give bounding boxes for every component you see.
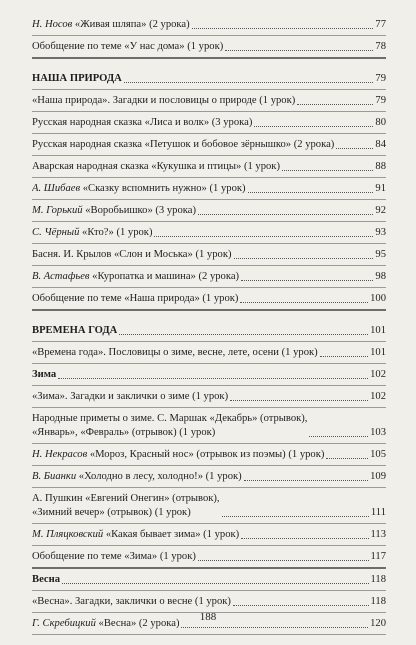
entry-title: Обобщение по теме «Зима» (1 урок): [32, 551, 196, 562]
entry-page: 79: [375, 73, 386, 84]
entry-title: «Живая шляпа» (2 урока): [74, 19, 190, 30]
toc-entry: [32, 292, 386, 311]
entry-author: А. Шибаев: [32, 183, 81, 194]
entry-page: 84: [375, 139, 386, 150]
entry-title-line1: А. Пушкин «Евгений Онегин» (отрывок),: [32, 493, 220, 504]
entry-title: Русская народная сказка «Лиса и волк» (3 урока): [32, 117, 253, 128]
entry-page: 111: [370, 507, 386, 518]
subsection-heading: [32, 573, 386, 591]
dot-leader: [309, 436, 368, 437]
section-heading: [32, 324, 386, 342]
dot-leader: [181, 627, 368, 628]
toc-entry: [32, 492, 386, 524]
entry-title: Зима: [32, 369, 57, 380]
dot-leader: [233, 605, 369, 606]
toc-entry: [32, 248, 386, 266]
dot-leader: [336, 148, 373, 149]
entry-page: 117: [370, 551, 386, 562]
dot-leader: [241, 280, 373, 281]
entry-author: В. Бианки: [32, 471, 77, 482]
toc-entry: [32, 204, 386, 222]
toc-entry: [32, 138, 386, 156]
entry-title: «Зимний вечер» (отрывок) (1 урок): [32, 507, 191, 518]
entry-author: В. Астафьев: [32, 271, 90, 282]
entry-title: «Времена года». Пословицы о зиме, весне, лете, осени (1 урок): [32, 347, 318, 358]
entry-title-line1: Народные приметы о зиме. С. Маршак «Декабрь» (отрывок),: [32, 413, 308, 424]
page-number: 188: [199, 611, 217, 623]
section-heading: [32, 72, 386, 90]
entry-author: Н. Некрасов: [32, 449, 88, 460]
entry-title: Весна: [32, 574, 61, 585]
entry-author: С. Чёрный: [32, 227, 80, 238]
entry-page: 102: [370, 369, 386, 380]
dot-leader: [222, 516, 369, 517]
entry-title: «Весна» (2 урока): [98, 618, 180, 629]
toc-entry: [32, 270, 386, 288]
dot-leader: [230, 400, 368, 401]
entry-title: «Весна». Загадки, заклички о весне (1 урок): [32, 596, 231, 607]
entry-page: 91: [375, 183, 386, 194]
dot-leader: [62, 583, 368, 584]
entry-page: 118: [370, 574, 386, 585]
entry-page: 113: [370, 529, 386, 540]
subsection-heading: [32, 368, 386, 386]
entry-page: 102: [370, 391, 386, 402]
entry-author: Н. Носов: [32, 19, 73, 30]
toc-entry: [32, 412, 386, 444]
entry-title: Аварская народная сказка «Кукушка и птицы» (1 урок): [32, 161, 280, 172]
table-of-contents: [32, 18, 386, 635]
entry-title: «Январь», «Февраль» (отрывок) (1 урок): [32, 427, 216, 438]
dot-leader: [198, 560, 369, 561]
dot-leader: [124, 82, 374, 83]
toc-entry: [32, 390, 386, 408]
toc-entry: [32, 116, 386, 134]
entry-page: 95: [375, 249, 386, 260]
toc-entry: [32, 160, 386, 178]
entry-page: 80: [375, 117, 386, 128]
entry-author: М. Горький: [32, 205, 83, 216]
dot-leader: [241, 538, 368, 539]
entry-title: «Наша природа». Загадки и пословицы о природе (1 урок): [32, 95, 296, 106]
entry-author: Г. Скребицкий: [32, 618, 96, 629]
dot-leader: [192, 28, 374, 29]
entry-title: Обобщение по теме «У нас дома» (1 урок): [32, 41, 224, 52]
entry-page: 78: [375, 41, 386, 52]
entry-page: 88: [375, 161, 386, 172]
dot-leader: [282, 170, 373, 171]
entry-page: 92: [375, 205, 386, 216]
entry-page: 77: [375, 19, 386, 30]
entry-author: М. Пляцковский: [32, 529, 104, 540]
entry-page: 103: [370, 427, 386, 438]
dot-leader: [119, 334, 368, 335]
entry-page: 93: [375, 227, 386, 238]
toc-entry: [32, 40, 386, 59]
entry-title: «Холодно в лесу, холодно!» (1 урок): [78, 471, 242, 482]
dot-leader: [254, 126, 373, 127]
dot-leader: [248, 192, 374, 193]
dot-leader: [198, 214, 373, 215]
toc-entry: [32, 226, 386, 244]
dot-leader: [225, 50, 373, 51]
toc-entry: [32, 18, 386, 36]
entry-title: «Кто?» (1 урок): [82, 227, 153, 238]
entry-title: ВРЕМЕНА ГОДА: [32, 325, 118, 336]
entry-title: Обобщение по теме «Наша природа» (1 урок): [32, 293, 239, 304]
dot-leader: [154, 236, 373, 237]
entry-page: 100: [370, 293, 386, 304]
entry-title: «Сказку вспомнить нужно» (1 урок): [82, 183, 246, 194]
entry-title: «Зима». Загадки и заклички о зиме (1 урок): [32, 391, 229, 402]
toc-entry: [32, 346, 386, 364]
dot-leader: [320, 356, 368, 357]
entry-page: 101: [370, 347, 386, 358]
dot-leader: [240, 302, 368, 303]
entry-title: «Куропатка и машина» (2 урока): [92, 271, 240, 282]
toc-entry: [32, 550, 386, 569]
entry-page: 101: [370, 325, 386, 336]
entry-page: 109: [370, 471, 386, 482]
entry-page: 105: [370, 449, 386, 460]
dot-leader: [297, 104, 373, 105]
toc-entry: [32, 94, 386, 112]
dot-leader: [244, 480, 368, 481]
entry-page: 120: [370, 618, 386, 629]
entry-page: 98: [375, 271, 386, 282]
entry-title: «Воробьишко» (3 урока): [85, 205, 196, 216]
dot-leader: [326, 458, 368, 459]
entry-title: Русская народная сказка «Петушок и бобовое зёрнышко» (2 урока): [32, 139, 335, 150]
toc-entry: [32, 182, 386, 200]
entry-page: 79: [375, 95, 386, 106]
toc-entry: [32, 470, 386, 488]
dot-leader: [234, 258, 374, 259]
toc-entry: [32, 528, 386, 546]
toc-entry: [32, 448, 386, 466]
entry-title: НАША ПРИРОДА: [32, 73, 122, 84]
entry-title: «Мороз, Красный нос» (отрывок из поэмы) (1 урок): [89, 449, 325, 460]
entry-title: «Какая бывает зима» (1 урок): [105, 529, 240, 540]
entry-title: Басня. И. Крылов «Слон и Моська» (1 урок): [32, 249, 232, 260]
dot-leader: [58, 378, 368, 379]
entry-page: 118: [370, 596, 386, 607]
